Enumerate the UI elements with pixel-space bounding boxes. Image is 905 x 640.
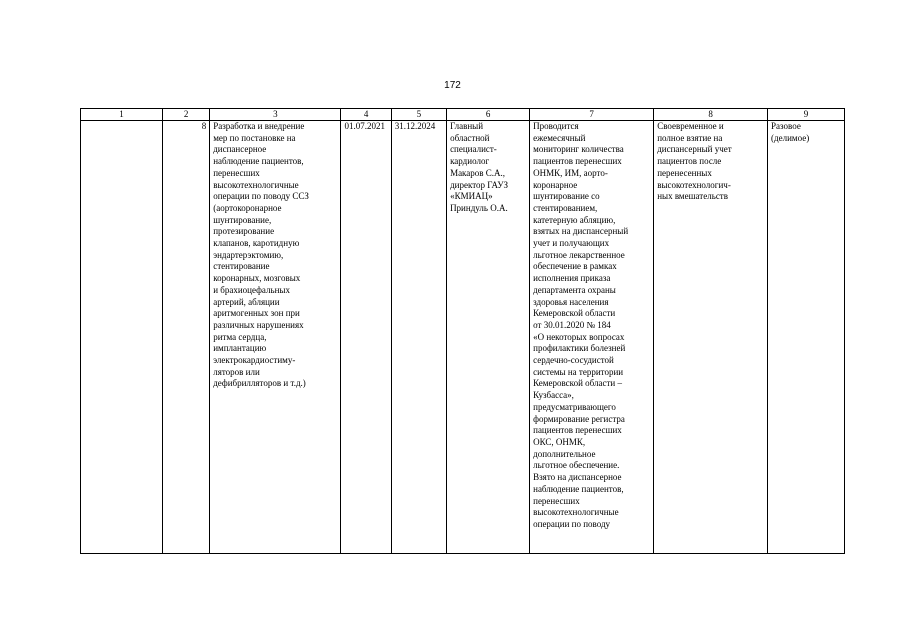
cell-text-line: Разовое [771, 121, 801, 131]
cell-text-line: Своевременное и [657, 121, 724, 131]
cell-text-line: учет и получающих [533, 238, 610, 249]
cell-text-line: пациентов перенесших [533, 156, 622, 167]
cell-start-date: 01.07.2021 [341, 121, 391, 554]
cell-text-line: мер по постановке на [213, 132, 296, 143]
cell-text-line: полное взятие на [657, 132, 723, 143]
cell-text-line: «КМИАЦ» [450, 191, 493, 202]
cell-text-line: департамента охраны [533, 284, 616, 295]
cell-text-line: Приндуль О.А. [450, 202, 508, 213]
cell-text-line: шунтирование, [213, 214, 272, 225]
cell-text-line: мониторинг количества [533, 144, 624, 155]
cell-text-line: дополнительное [533, 448, 596, 459]
cell-text-line: аритмогенных зон при [213, 308, 300, 319]
cell-text-line: диспансерный учет [657, 144, 732, 155]
page-number: 172 [444, 80, 461, 91]
cell-text-line: специалист- [450, 144, 497, 155]
cell-text-line: стентирование [213, 261, 270, 272]
cell-text-line: исполнения приказа [533, 273, 611, 284]
cell-text-line: Главный [450, 121, 484, 131]
cell-text-line: шунтирование со [533, 191, 600, 202]
column-number: 9 [768, 109, 845, 121]
cell-text-line: от 30.01.2020 № 184 [533, 319, 611, 330]
cell-text-line: пациентов перенесших [533, 425, 622, 436]
cell-text-line: Макаров С.А., [450, 167, 506, 178]
cell-implementation-status [530, 121, 654, 554]
column-number: 2 [163, 109, 210, 121]
measures-table [80, 108, 845, 554]
cell-text-line: высокотехнологичные [213, 179, 299, 190]
cell-text-line: диспансерное [213, 144, 267, 155]
cell-text-line: (делимое) [771, 132, 810, 143]
cell-text-line: высокотехнологич- [657, 179, 731, 190]
cell-text-line: директор ГАУЗ [450, 179, 508, 190]
cell-text-line: артерий, абляции [213, 296, 280, 307]
cell-text-line: профилактики болезней [533, 343, 626, 354]
cell-text-line: ляторов или [213, 366, 260, 377]
cell-text-line: ОНМК, ИМ, аорто- [533, 167, 608, 178]
cell-expected-result [654, 121, 768, 554]
cell-text-line: «О некоторых вопросах [533, 331, 625, 342]
column-number: 7 [530, 109, 654, 121]
cell-responsible [447, 121, 530, 554]
cell-measure-description [210, 121, 341, 554]
cell-text-line: Кузбасса», [533, 390, 574, 401]
cell-text-line: Кемеровской области [533, 308, 616, 319]
cell-text-line: здоровья населения [533, 296, 609, 307]
cell-end-date: 31.12.2024 [391, 121, 446, 554]
cell-text-line: клапанов, каротидную [213, 238, 300, 249]
cell-text-line: Проводится [533, 121, 579, 131]
cell-text-line: Кемеровской области – [533, 378, 622, 389]
cell-text-line: имплантацию [213, 343, 267, 354]
column-number: 4 [341, 109, 391, 121]
cell-text-line: операции по поводу ССЗ [213, 191, 309, 202]
cell-text-line: кардиолог [450, 156, 490, 167]
cell-text-line: областной [450, 132, 490, 143]
cell-text-line: коронарных, мозговых [213, 273, 301, 284]
cell-text-line: ных вмешательств [657, 191, 728, 202]
cell-text-line: стентированием, [533, 202, 598, 213]
cell-text-line: наблюдение пациентов, [533, 483, 624, 494]
cell-text-line: электрокардиостиму- [213, 355, 296, 366]
column-number: 5 [391, 109, 446, 121]
cell-text-line: и брахиоцефальных [213, 284, 290, 295]
cell-text-line: катетерную абляцию, [533, 214, 616, 225]
cell-text-line: наблюдение пациентов, [213, 156, 304, 167]
cell-text-line: перенесших [213, 167, 260, 178]
cell-text-line: ежемесячный [533, 132, 586, 143]
cell-text-line: сердечно-сосудистой [533, 355, 614, 366]
cell-text-line: различных нарушениях [213, 319, 304, 330]
column-number: 3 [210, 109, 341, 121]
cell-text-line: взятых на диспансерный [533, 226, 629, 237]
cell-text-line: коронарное [533, 179, 578, 190]
column-number: 8 [654, 109, 768, 121]
cell-text-line: перенесенных [657, 167, 712, 178]
cell-text-line: дефибрилляторов и т.д.) [213, 378, 306, 389]
cell-text-line: льготное обеспечение. [533, 460, 620, 471]
cell-text-line: Разработка и внедрение [213, 121, 305, 131]
cell-section-number [81, 121, 163, 554]
cell-text-line: ритма сердца, [213, 331, 267, 342]
cell-text-line: эндартерэктомию, [213, 249, 284, 260]
cell-text-line: формирование регистра [533, 413, 625, 424]
cell-text-line: системы на территории [533, 366, 624, 377]
cell-text-line: высокотехнологичные [533, 507, 619, 518]
column-number: 6 [447, 109, 530, 121]
cell-text-line: (аортокоронарное [213, 202, 282, 213]
cell-text-line: перенесших [533, 495, 580, 506]
cell-text-line: Взято на диспансерное [533, 472, 622, 483]
cell-text-line: ОКС, ОНМК, [533, 436, 586, 447]
cell-result-type [768, 121, 845, 554]
cell-text-line: предусматривающего [533, 401, 616, 412]
cell-text-line: обеспечение в рамках [533, 261, 617, 272]
cell-text-line: пациентов после [657, 156, 722, 167]
cell-text-line: операции по поводу [533, 518, 611, 529]
table-row [81, 121, 845, 554]
column-number: 1 [81, 109, 163, 121]
cell-text-line: льготное лекарственное [533, 249, 625, 260]
column-number-row [81, 109, 845, 121]
cell-text-line: протезирование [213, 226, 275, 237]
cell-item-number: 8 [163, 121, 210, 554]
